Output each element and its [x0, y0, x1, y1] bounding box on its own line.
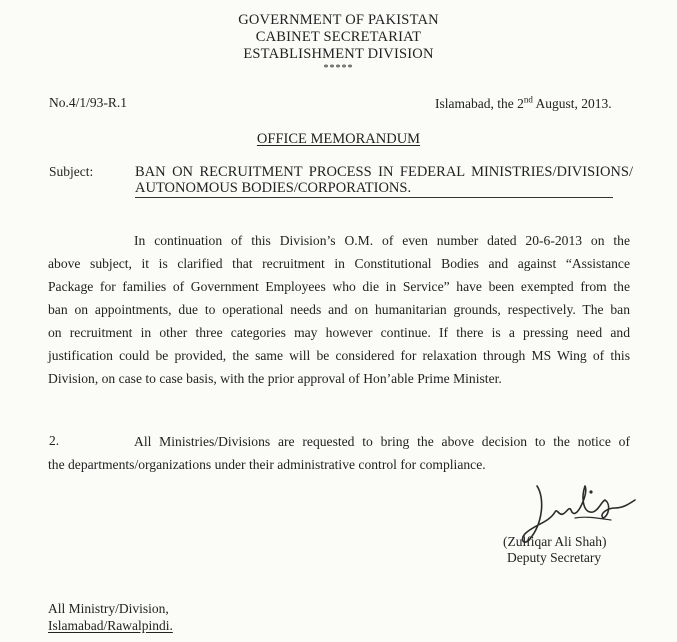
- paragraph-1-line: Package for families of Government Employees who die in Service” have been exempted from the: [48, 279, 630, 294]
- paragraph-2-line: the departments/organizations under their administrative control for compliance.: [48, 457, 486, 472]
- paragraph-2: [48, 430, 630, 476]
- header-government: GOVERNMENT OF PAKISTAN: [238, 12, 439, 28]
- recipients-line-2: Islamabad/Rawalpindi.: [48, 618, 173, 633]
- paragraph-1-line: In continuation of this Division’s O.M. of even number dated 20-6-2013 on the: [134, 233, 630, 248]
- paragraph-1: [48, 229, 630, 390]
- paragraph-1-line: on recruitment in other three categories may however continue. If there is a pressing need and: [48, 325, 630, 340]
- subject-line-1: BAN ON RECRUITMENT PROCESS IN FEDERAL MINISTRIES/DIVISIONS/: [135, 164, 633, 180]
- header-cabinet: CABINET SECRETARIAT: [255, 29, 422, 45]
- paragraph-1-line: Division, on case to case basis, with the prior approval of Hon’able Prime Minister.: [48, 371, 502, 386]
- recipients-line-1: All Ministry/Division,: [48, 601, 169, 616]
- subject-line-2: AUTONOMOUS BODIES/CORPORATIONS.: [135, 180, 412, 196]
- paragraph-2-number: 2.: [49, 433, 60, 448]
- paragraph-1-line: ban on appointments, due to operational needs and on humanitarian grounds, respectively. The ban: [48, 302, 630, 317]
- header-stars: *****: [323, 63, 354, 74]
- memo-title: OFFICE MEMORANDUM: [256, 131, 421, 147]
- signatory-name: (Zulfiqar Ali Shah): [503, 534, 607, 549]
- paragraph-1-line: above subject, it is clarified that recruitment in Constitutional Bodies and against “Assistance: [48, 256, 630, 271]
- signatory-designation: Deputy Secretary: [507, 550, 602, 565]
- reference-number: No.4/1/93-R.1: [49, 95, 128, 110]
- header-division: ESTABLISHMENT DIVISION: [243, 46, 434, 62]
- paragraph-1-line: justification could be provided, the same will be considered for relaxation through MS Wing of this: [48, 348, 630, 363]
- memo-date: Islamabad, the 2nd August, 2013.: [435, 94, 612, 111]
- subject-label: Subject:: [49, 164, 94, 179]
- paragraph-2-line: All Ministries/Divisions are requested to bring the above decision to the notice of: [134, 434, 630, 449]
- subject-underline: [135, 197, 613, 198]
